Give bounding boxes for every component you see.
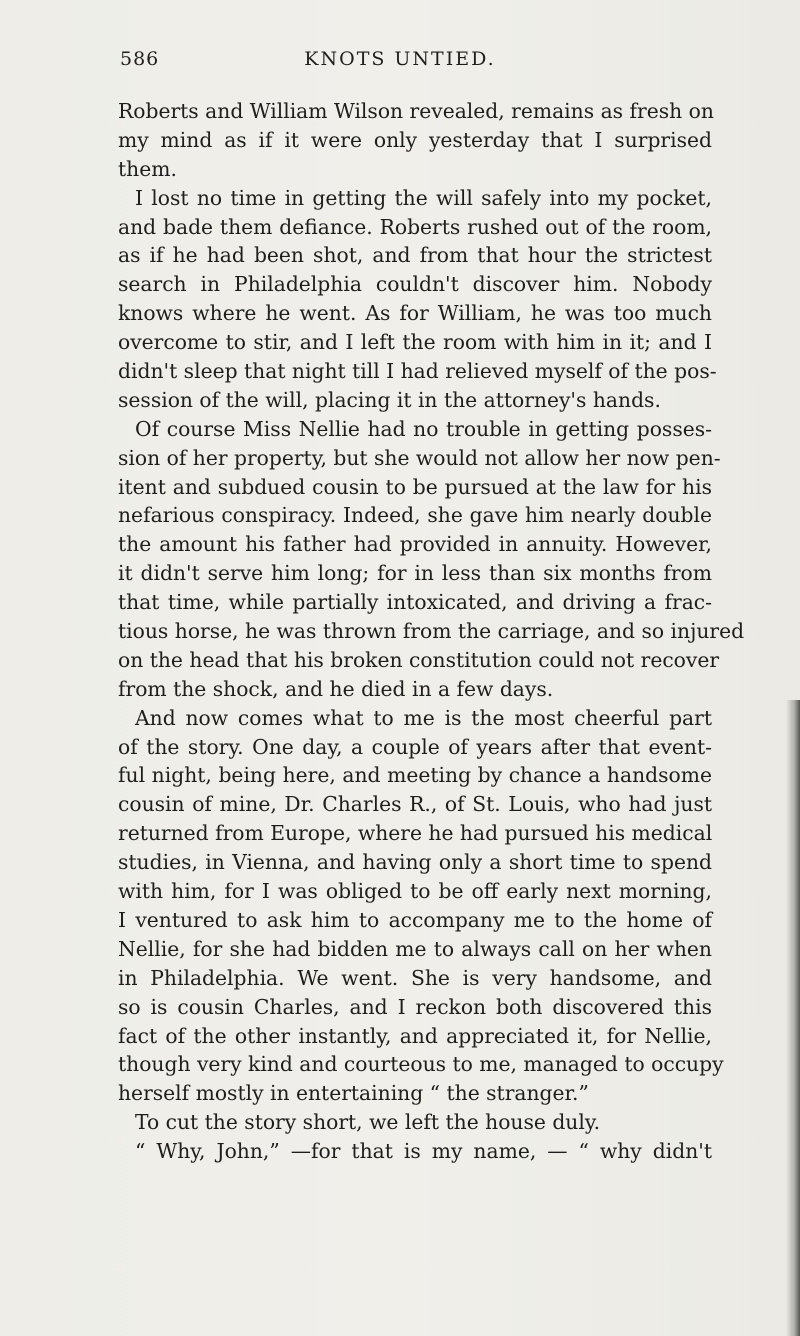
text-line: search in Philadelphia couldn't discover him. Nobody — [118, 272, 712, 297]
text-line: Nellie, for she had bidden me to always call on her when — [118, 936, 712, 961]
text-line: herself mostly in entertaining “ the stranger.” — [118, 1081, 589, 1106]
text-line: with him, for I was obliged to be off early next morning, — [118, 879, 712, 904]
text-line: sion of her property, but she would not allow her now pen- — [118, 445, 721, 470]
page-number: 586 — [120, 48, 160, 70]
text-line: so is cousin Charles, and I reckon both discovered this — [118, 994, 712, 1019]
text-line: them. — [118, 156, 177, 181]
running-title: KNOTS UNTIED. — [304, 48, 496, 70]
text-line: of the story. One day, a couple of years after that event- — [118, 734, 712, 759]
text-line: I ventured to ask him to accompany me to the home of — [118, 907, 712, 932]
text-line: the amount his father had provided in annuity. However, — [118, 532, 712, 557]
page-edge-shadow — [786, 700, 800, 1336]
text-line: And now comes what to me is the most cheerful part — [135, 705, 712, 730]
text-line: To cut the story short, we left the house duly. — [135, 1110, 601, 1135]
text-line: didn't sleep that night till I had relieved myself of the pos- — [118, 359, 717, 384]
text-line: in Philadelphia. We went. She is very handsome, and — [118, 965, 712, 990]
page-header — [0, 48, 800, 78]
text-line: “ Why, John,” —for that is my name, — “ why didn't — [135, 1139, 712, 1164]
text-line: as if he had been shot, and from that hour the strictest — [118, 243, 712, 268]
text-line: itent and subdued cousin to be pursued at the law for his — [118, 474, 712, 499]
text-line: overcome to stir, and I left the room with him in it; and I — [118, 330, 712, 355]
text-line: returned from Europe, where he had pursued his medical — [118, 821, 713, 846]
body-text — [118, 97, 745, 1166]
text-line: it didn't serve him long; for in less than six months from — [118, 561, 712, 586]
text-line: that time, while partially intoxicated, and driving a frac- — [118, 590, 712, 615]
text-line: cousin of mine, Dr. Charles R., of St. Louis, who had just — [118, 792, 712, 817]
text-line: tious horse, he was thrown from the carriage, and so injured — [118, 619, 745, 644]
text-line: fact of the other instantly, and appreciated it, for Nellie, — [118, 1023, 712, 1048]
text-line: knows where he went. As for William, he was too much — [118, 301, 712, 326]
text-line: Of course Miss Nellie had no trouble in getting posses- — [135, 416, 712, 441]
text-line: and bade them defiance. Roberts rushed out of the room, — [118, 214, 712, 239]
text-line: nefarious conspiracy. Indeed, she gave him nearly double — [118, 503, 712, 528]
text-line: Roberts and William Wilson revealed, remains as fresh on — [118, 99, 714, 123]
text-line: ful night, being here, and meeting by chance a handsome — [118, 763, 712, 788]
text-line: I lost no time in getting the will safely into my pocket, — [135, 185, 712, 210]
text-line: on the head that his broken constitution could not recover — [118, 647, 720, 672]
text-line: session of the will, placing it in the attorney's hands. — [118, 387, 661, 412]
text-line: though very kind and courteous to me, managed to occupy — [118, 1052, 724, 1077]
text-line: studies, in Vienna, and having only a short time to spend — [118, 850, 712, 875]
text-line: my mind as if it were only yesterday that I surprised — [118, 127, 712, 152]
text-line: from the shock, and he died in a few days. — [118, 676, 554, 701]
